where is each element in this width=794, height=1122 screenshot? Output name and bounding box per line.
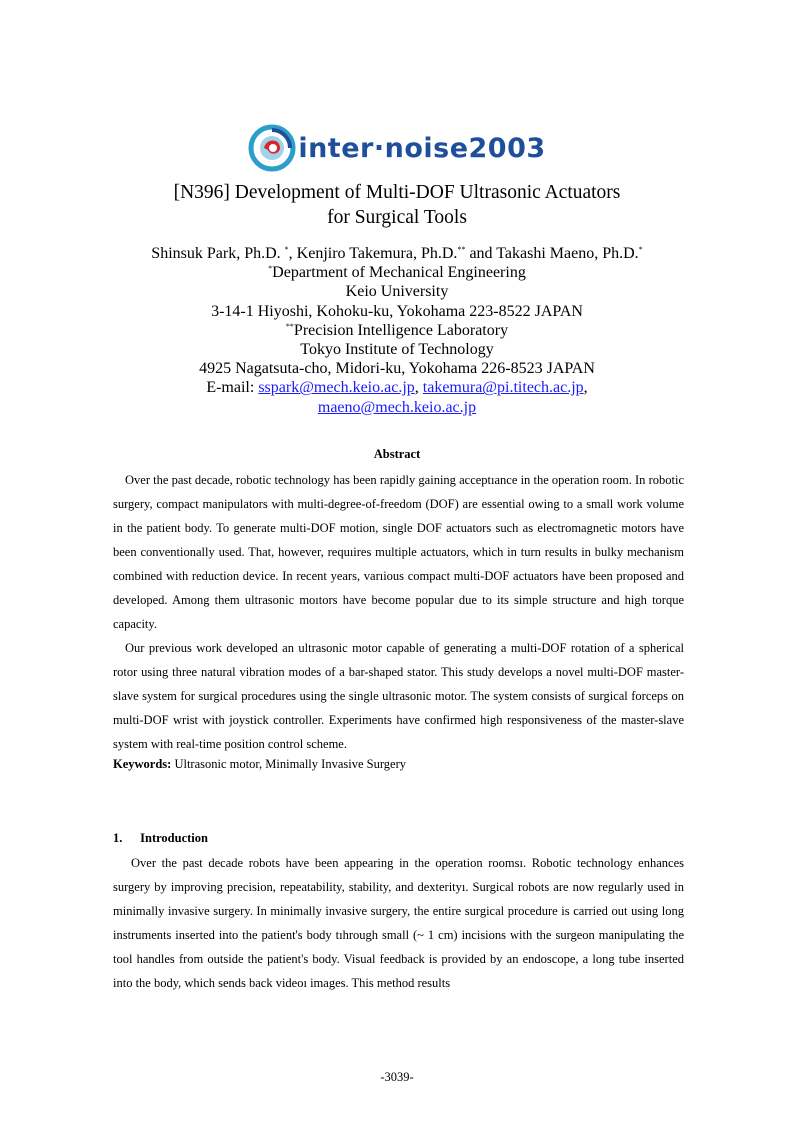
title-line-2: for Surgical Tools (327, 207, 467, 228)
email-link-3[interactable]: maeno@mech.keio.ac.jp (317, 398, 477, 416)
affiliation-1-address: 3-14-1 Hiyoshi, Kohoku-ku, Yokohama 223-8522 JAPAN (211, 302, 583, 320)
email-link-2[interactable]: takemura@pi.titech.ac.jp (422, 379, 584, 397)
author-block (0, 244, 794, 417)
email-line-2 (0, 398, 794, 417)
abstract-paragraph-1: Over the past decade, robotic technology has been rapidly gaining acceptıance in the operation room. In robotic surgery, compact manipulators with multi-degree-of-freedom (DOF) are essential owing to a small work volume in the patient body. To generate multi-DOF motion, single DOF actuators such as electromagnetic motors have been conventionally used. That, however, requıires multiple actuators, which in turn results in bulky mechanism combined with reduction device. In recent years, varıious compact multi-DOF actuators have been proposed and developed. Among them ultrasonic moıtors have become popular due to its simple structure and high torque capacity. (113, 473, 684, 631)
keywords-text: Ultrasonic motor, Minimally Invasive Surgery (174, 757, 406, 771)
author-1: Shinsuk Park, Ph.D. (151, 245, 281, 262)
affiliation-2-address: 4925 Nagatsuta-cho, Midori-ku, Yokohama 226-8523 JAPAN (199, 360, 595, 378)
author-3: Takashi Maeno, Ph.D. (496, 245, 639, 262)
affiliation-1-dept-text: Department of Mechanical Engineering (272, 264, 526, 282)
keywords-line (113, 757, 406, 772)
section-title: Introduction (140, 831, 208, 845)
affiliation-2-mark: ** (285, 321, 294, 331)
affiliation-1-univ: Keio University (345, 283, 449, 301)
author-3-mark: * (638, 245, 643, 254)
page-number: -3039- (380, 1070, 414, 1084)
abstract-heading: Abstract (373, 447, 421, 461)
affiliation-1-mark: * (268, 264, 273, 274)
author-connector: and (469, 245, 493, 262)
author-1-mark: * (284, 245, 289, 254)
logo-swirl-icon (248, 124, 296, 172)
author-list: Shinsuk Park, Ph.D. *, Kenjiro Takemura, Ph.D.** and Takashi Maeno, Ph.D.* (151, 245, 643, 262)
email-line: E-mail: sspark@mech.keio.ac.jp, takemura@pi.titech.ac.jp, (206, 379, 588, 397)
affiliation-2-inst: Tokyo Institute of Technology (300, 341, 494, 359)
email-label: E-mail: (206, 379, 255, 397)
author-2: Kenjiro Takemura, Ph.D. (296, 245, 458, 262)
affiliation-1-dept (0, 263, 794, 282)
introduction-paragraph-1: Over the past decade robots have been appearing in the operation roomsı. Robotic technology enhances surgery by improving precision, repeatability, stability, and dexterityı. Surgical robots are now regularly used in minimally invasive surgery. In minimally invasive surgery, the entire surgical procedure is carried out using long instruments inserted into the patient's body tıhrough small (~ 1 cm) incisions with the surgeon manipulating the tool handles from outside the patient's body. Visual feedback is provided by an endoscope, a long tube inserted into the body, which sends back videoı images. This method results (113, 856, 684, 990)
abstract-body (113, 468, 684, 756)
logo-text: inter·noise2003 (298, 132, 546, 164)
abstract-paragraph-2: Our previous work developed an ultrasonic motor capable of generating a multi-DOF rotation of a spherical rotor using three natural vibration modes of a bar-shaped stator. This study develops a novel multi-DOF master-slave system for surgical procedures using the single ultrasonic motor. The system consists of surgical forceps on multi-DOF wrist with joystick controller. Experiments have confirmed high responsiveness of the master-slave system with real-time position control scheme. (113, 641, 684, 751)
title-line-1: [N396] Development of Multi-DOF Ultrasonic Actuators (173, 182, 621, 203)
conference-logo (0, 121, 794, 175)
keywords-label: Keywords: (113, 757, 172, 771)
section-number: 1. (113, 831, 123, 845)
affiliation-2-lab (0, 321, 794, 340)
paper-title (0, 180, 794, 230)
introduction-body (113, 851, 684, 995)
affiliation-2-lab-text: Precision Intelligence Laboratory (293, 321, 509, 339)
section-heading-introduction (113, 831, 208, 846)
email-link-1[interactable]: sspark@mech.keio.ac.jp (258, 379, 415, 397)
author-2-mark: ** (457, 245, 466, 254)
